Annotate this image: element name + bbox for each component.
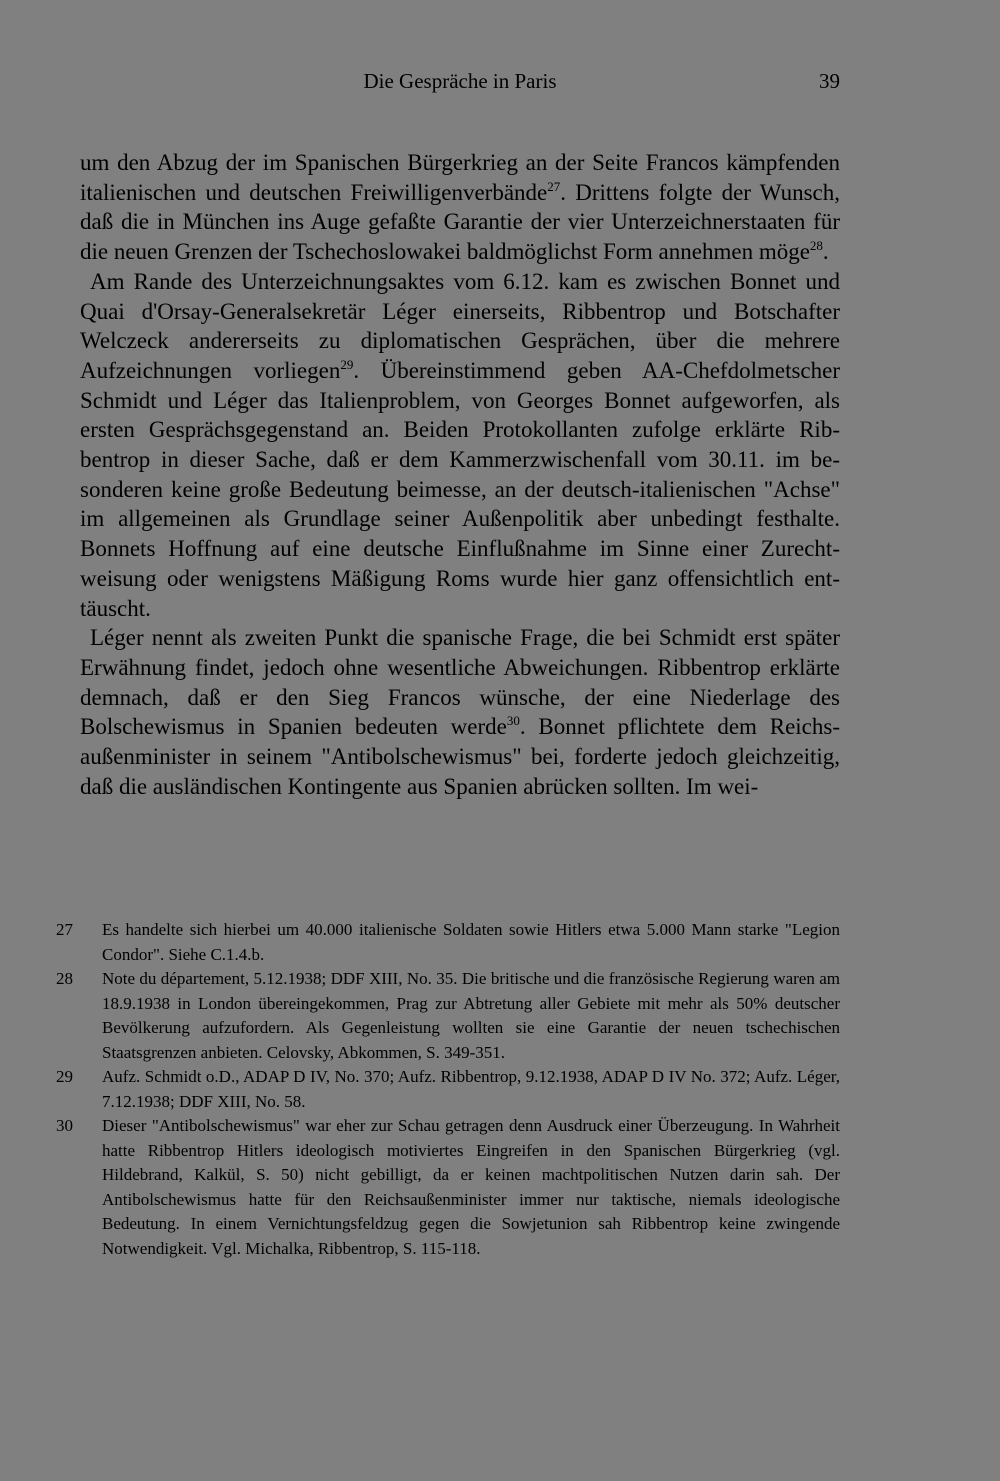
text-run: um den Abzug der im Spanischen Bürgerkrieg an der Seite Francos kämpfenden italienischen und deutschen Freiwilligenverbände bbox=[80, 150, 840, 205]
footnote-number: 30 bbox=[56, 1116, 73, 1135]
running-header-title: Die Gespräche in Paris bbox=[363, 69, 557, 93]
footnotes bbox=[56, 918, 840, 1261]
paragraph bbox=[80, 623, 840, 801]
text-run: Léger nennt als zweiten Punkt die spanische Frage, die bei Schmidt erst später Erwähnung findet, jedoch ohne wesentliche Abweichungen. Ribbentrop erklärte demnach, daß er den Sieg Francos wünsche, der eine Niederlage des Bolschewismus in Spanien bedeuten werde bbox=[80, 625, 840, 740]
footnote-ref-28[interactable]: 28 bbox=[809, 238, 823, 254]
text-run: Am Rande des Unterzeichnungsaktes vom 6.12. kam es zwischen Bonnet und Quai d'Orsay-Generalsekretär Léger einerseits, Ribbentrop und Botschafter Welczeck andererseits zu diplomatischen Gesprächen, über die mehrere Aufzeichnungen vorliegen bbox=[80, 268, 840, 383]
footnote-text: Es handelte sich hierbei um 40.000 italienische Soldaten sowie Hitlers etwa 5.000 Mann starke "Legion Condor". Siehe C.1.4.b. bbox=[102, 920, 840, 964]
paragraph bbox=[80, 267, 840, 623]
text-run: . Drittens folgte der Wunsch, daß die in München ins Auge gefaßte Garantie der vier Unterzeichnerstaaten für die neuen Grenzen der Tschechoslowakei baldmöglichst Form annehmen möge bbox=[80, 179, 840, 265]
footnote-29 bbox=[56, 1065, 840, 1114]
footnote-number: 28 bbox=[56, 969, 73, 988]
text-run: . Übereinstimmend geben AA-Chefdolmetscher Schmidt und Léger das Italienproblem, von Georges Bonnet aufgeworfen, als ersten Gesprächsgegenstand an. Beiden Protokollanten zufolge erklärte Ribbentrop in dieser Sache, daß er dem Kammerzwischenfall vom 30.11. im besonderen keine große Bedeutung beimesse, an der deutsch-italienischen "Achse" im allgemeinen als Grundlage seiner Außenpolitik aber unbedingt festhalte. Bonnets Hoffnung auf eine deutsche Einflußnahme im Sinne einer Zurechtweisung oder wenigstens Mäßigung Roms wurde hier ganz offensichtlich enttäuscht. bbox=[80, 357, 840, 621]
footnote-28 bbox=[56, 967, 840, 1065]
footnote-ref-30[interactable]: 30 bbox=[506, 713, 520, 729]
footnote-text: Dieser "Antibolschewismus" war eher zur Schau getragen denn Ausdruck einer Überzeugung. In Wahrheit hatte Ribbentrop Hitlers ideologisch motiviertes Eingreifen in den Spanischen Bürgerkrieg (vgl. Hildebrand, Kalkül, S. 50) nicht gebilligt, da er keinen machtpolitischen Nutzen darin sah. Der Antibolschewismus hatte für den Reichsaußenminister immer nur taktische, niemals ideologische Bedeutung. In einem Vernichtungsfeldzug gegen die Sowjetunion sah Ribbentrop keine zwingende Notwendigkeit. Vgl. Michalka, Ribbentrop, S. 115-118. bbox=[102, 1116, 840, 1258]
running-header bbox=[80, 66, 840, 96]
paragraph-continuation bbox=[80, 148, 840, 267]
body-text bbox=[80, 148, 840, 801]
footnote-27 bbox=[56, 918, 840, 967]
footnote-30 bbox=[56, 1114, 840, 1261]
footnote-text: Note du département, 5.12.1938; DDF XIII, No. 35. Die britische und die französische Regierung waren am 18.9.1938 in London übereingekommen, Prag zur Abtretung aller Gebiete mit mehr als 50% deutscher Bevölkerung aufzufordern. Als Gegenleistung wollten sie eine Garantie der neuen tschechischen Staatsgrenzen anbieten. Celovsky, Abkommen, S. 349-351. bbox=[102, 969, 840, 1062]
footnote-number: 27 bbox=[56, 920, 73, 939]
footnote-ref-27[interactable]: 27 bbox=[547, 178, 561, 194]
text-run: . Bonnet pflichtete dem Reichsaußenminister in seinem "Antibolschewismus" bei, forderte jedoch gleichzeitig, daß die ausländischen Kontingente aus Spanien abrücken sollten. Im wei- bbox=[80, 714, 840, 799]
page-number: 39 bbox=[819, 69, 840, 93]
footnote-number: 29 bbox=[56, 1067, 73, 1086]
text-run: . bbox=[822, 239, 829, 265]
footnote-text: Aufz. Schmidt o.D., ADAP D IV, No. 370; Aufz. Ribbentrop, 9.12.1938, ADAP D IV No. 372; Aufz. Léger, 7.12.1938; DDF XIII, No. 58. bbox=[102, 1067, 840, 1111]
footnote-ref-29[interactable]: 29 bbox=[340, 356, 354, 372]
